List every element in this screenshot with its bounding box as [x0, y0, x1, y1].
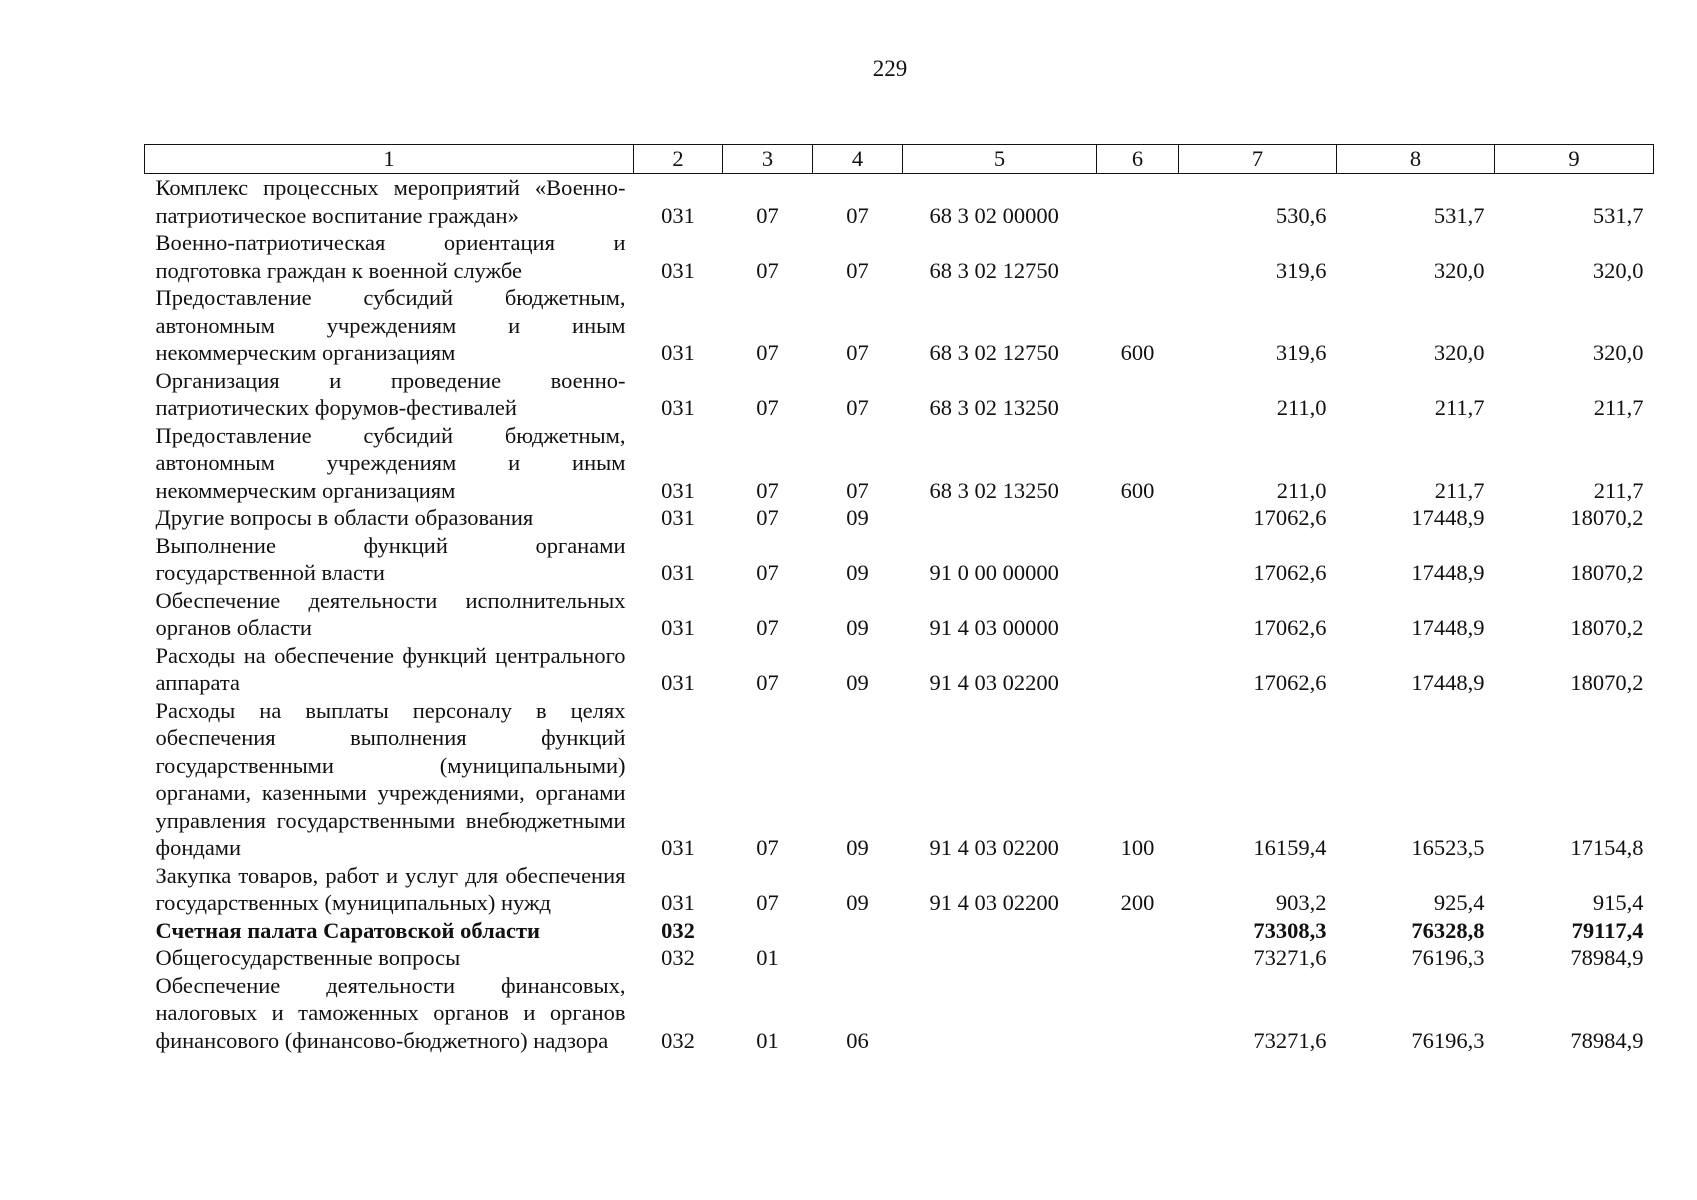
amount-year1: 73271,6	[1253, 1027, 1327, 1053]
item-name: Организация и проведение военно-патриотических форумов-фестивалей	[155, 367, 626, 420]
target-article-code: 68 3 02 00000	[929, 202, 1059, 228]
expense-type-code	[1097, 944, 1179, 972]
amount-year3: 78984,9	[1570, 1027, 1644, 1053]
table-row	[145, 367, 1654, 422]
item-name: Закупка товаров, работ и услуг для обеспечения государственных (муниципальных) нужд	[155, 862, 626, 915]
expense-type-code	[1097, 642, 1179, 697]
table-body	[145, 174, 1654, 1055]
table-row	[145, 587, 1654, 642]
target-article-code	[903, 504, 1097, 532]
ministry-code: 031	[661, 202, 695, 228]
expense-type-code: 600	[1120, 477, 1155, 503]
section-code: 07	[756, 395, 779, 420]
amount-year3: 18070,2	[1570, 670, 1644, 695]
ministry-code: 031	[661, 890, 695, 915]
item-name: Выполнение функций органами государственной власти	[155, 532, 626, 585]
item-name: Обеспечение деятельности исполнительных органов области	[155, 587, 626, 640]
table-row	[145, 862, 1654, 917]
amount-year2: 76196,3	[1411, 945, 1485, 970]
ministry-code: 031	[661, 395, 695, 420]
ministry-code: 031	[661, 257, 695, 283]
section-code: 07	[756, 340, 779, 365]
column-number-header	[145, 145, 1654, 174]
table-row	[145, 944, 1654, 972]
section-code: 07	[756, 670, 779, 695]
section-code: 07	[756, 615, 779, 640]
amount-year2: 76328,8	[1411, 917, 1485, 943]
section-code: 01	[756, 945, 779, 970]
amount-year2: 320,0	[1433, 257, 1485, 283]
ministry-code: 031	[661, 670, 695, 695]
ministry-code: 032	[661, 1027, 695, 1053]
column-header: 4	[813, 145, 903, 174]
amount-year2: 211,7	[1434, 395, 1485, 420]
column-header: 1	[145, 145, 634, 174]
section-code: 07	[756, 890, 779, 915]
subsection-code: 07	[846, 202, 869, 228]
subsection-code: 07	[846, 477, 869, 503]
table-row	[145, 422, 1654, 505]
expense-type-code	[1097, 504, 1179, 532]
expense-type-code	[1097, 367, 1179, 422]
expense-type-code	[1097, 972, 1179, 1055]
ministry-code: 031	[661, 615, 695, 640]
subsection-code: 09	[846, 670, 869, 695]
amount-year1: 17062,6	[1253, 560, 1327, 585]
item-name: Комплекс процессных мероприятий «Военно-патриотическое воспитание граждан»	[155, 175, 626, 228]
subsection-code: 09	[846, 560, 869, 585]
column-header: 9	[1495, 145, 1654, 174]
amount-year3: 211,7	[1593, 477, 1644, 503]
section-code: 07	[756, 257, 779, 283]
expense-type-code	[1097, 587, 1179, 642]
amount-year3: 320,0	[1592, 257, 1644, 283]
expense-type-code: 100	[1120, 835, 1155, 860]
subsection-code	[813, 917, 903, 945]
ministry-code: 031	[661, 835, 695, 860]
table-row	[145, 229, 1654, 284]
ministry-code: 031	[661, 560, 695, 585]
column-header: 8	[1337, 145, 1495, 174]
amount-year1: 319,6	[1275, 340, 1327, 365]
amount-year3: 18070,2	[1570, 505, 1644, 530]
subsection-code	[813, 944, 903, 972]
target-article-code	[903, 917, 1097, 945]
ministry-code: 032	[661, 917, 695, 943]
item-name: Предоставление субсидий бюджетным, автономным учреждениям и иным некоммерческим организациям	[155, 422, 626, 503]
table-row	[145, 284, 1654, 367]
amount-year3: 17154,8	[1570, 835, 1644, 860]
ministry-code: 031	[661, 505, 695, 530]
amount-year3: 79117,4	[1571, 917, 1644, 943]
amount-year1: 211,0	[1276, 395, 1327, 420]
amount-year2: 17448,9	[1411, 615, 1485, 640]
table-row	[145, 697, 1654, 862]
expense-type-code	[1097, 174, 1179, 230]
target-article-code	[903, 972, 1097, 1055]
target-article-code: 68 3 02 12750	[929, 340, 1059, 365]
subsection-code: 07	[846, 340, 869, 365]
target-article-code: 68 3 02 13250	[929, 477, 1059, 503]
expense-type-code: 600	[1120, 340, 1155, 365]
amount-year3: 211,7	[1593, 395, 1644, 420]
column-header: 3	[723, 145, 813, 174]
amount-year1: 73308,3	[1253, 917, 1327, 943]
target-article-code: 91 4 03 02200	[929, 670, 1059, 695]
section-code: 07	[756, 202, 779, 228]
expense-type-code	[1097, 532, 1179, 587]
item-name: Расходы на обеспечение функций центрального аппарата	[155, 642, 626, 695]
item-name: Другие вопросы в области образования	[155, 505, 534, 530]
item-name: Обеспечение деятельности финансовых, налоговых и таможенных органов и органов финансового (финансово-бюджетного) надзора	[155, 972, 626, 1053]
subsection-code: 09	[846, 835, 869, 860]
amount-year3: 531,7	[1592, 202, 1644, 228]
table-row	[145, 532, 1654, 587]
section-code: 07	[756, 477, 779, 503]
amount-year3: 18070,2	[1570, 560, 1644, 585]
amount-year2: 17448,9	[1411, 670, 1485, 695]
amount-year1: 17062,6	[1253, 615, 1327, 640]
amount-year2: 16523,5	[1411, 835, 1485, 860]
expense-type-code	[1097, 917, 1179, 945]
expense-type-code	[1097, 229, 1179, 284]
section-code: 01	[756, 1027, 779, 1053]
amount-year3: 320,0	[1592, 340, 1644, 365]
page-number: 229	[872, 56, 908, 81]
table-row	[145, 174, 1654, 230]
amount-year2: 76196,3	[1411, 1027, 1485, 1053]
amount-year2: 320,0	[1433, 340, 1485, 365]
target-article-code: 68 3 02 13250	[929, 395, 1059, 420]
section-code: 07	[756, 835, 779, 860]
item-name: Предоставление субсидий бюджетным, автономным учреждениям и иным некоммерческим организациям	[155, 285, 626, 365]
target-article-code: 91 4 03 02200	[929, 835, 1059, 860]
table-row	[145, 972, 1654, 1055]
table-row	[145, 917, 1654, 945]
amount-year1: 530,6	[1275, 202, 1327, 228]
item-name: Расходы на выплаты персоналу в целях обеспечения выполнения функций государственными (муниципальными) органами, казенными учреждениями, органами управления государственными внебюджетными фондами	[155, 697, 626, 860]
amount-year2: 211,7	[1434, 477, 1485, 503]
item-name: Военно-патриотическая ориентация и подготовка граждан к военной службе	[155, 230, 626, 283]
ministry-code: 031	[661, 477, 695, 503]
subsection-code: 09	[846, 890, 869, 915]
amount-year1: 16159,4	[1253, 835, 1327, 860]
column-header: 7	[1179, 145, 1337, 174]
table-row	[145, 642, 1654, 697]
section-code: 07	[756, 505, 779, 530]
column-header: 2	[634, 145, 723, 174]
expense-type-code: 200	[1120, 890, 1155, 915]
column-header: 5	[903, 145, 1097, 174]
target-article-code: 68 3 02 12750	[929, 257, 1059, 283]
target-article-code	[903, 944, 1097, 972]
amount-year3: 78984,9	[1570, 945, 1644, 970]
amount-year1: 17062,6	[1253, 670, 1327, 695]
column-header: 6	[1097, 145, 1179, 174]
section-code: 07	[756, 560, 779, 585]
subsection-code: 07	[846, 395, 869, 420]
amount-year2: 531,7	[1433, 202, 1485, 228]
budget-table	[144, 144, 1654, 1054]
item-name: Общегосударственные вопросы	[155, 945, 461, 970]
target-article-code: 91 4 03 02200	[929, 890, 1059, 915]
amount-year3: 915,4	[1592, 890, 1644, 915]
subsection-code: 09	[846, 615, 869, 640]
subsection-code: 06	[846, 1027, 869, 1053]
amount-year1: 73271,6	[1253, 945, 1327, 970]
ministry-code: 031	[661, 340, 695, 365]
ministry-code: 032	[661, 945, 695, 970]
amount-year1: 17062,6	[1253, 505, 1327, 530]
target-article-code: 91 4 03 00000	[929, 615, 1059, 640]
amount-year2: 925,4	[1433, 890, 1485, 915]
amount-year1: 319,6	[1275, 257, 1327, 283]
amount-year1: 903,2	[1275, 890, 1327, 915]
amount-year3: 18070,2	[1570, 615, 1644, 640]
table-row	[145, 504, 1654, 532]
amount-year1: 211,0	[1276, 477, 1327, 503]
item-name: Счетная палата Саратовской области	[155, 917, 540, 943]
subsection-code: 09	[846, 505, 869, 530]
amount-year2: 17448,9	[1411, 560, 1485, 585]
subsection-code: 07	[846, 257, 869, 283]
amount-year2: 17448,9	[1411, 505, 1485, 530]
section-code	[723, 917, 813, 945]
target-article-code: 91 0 00 00000	[929, 560, 1059, 585]
